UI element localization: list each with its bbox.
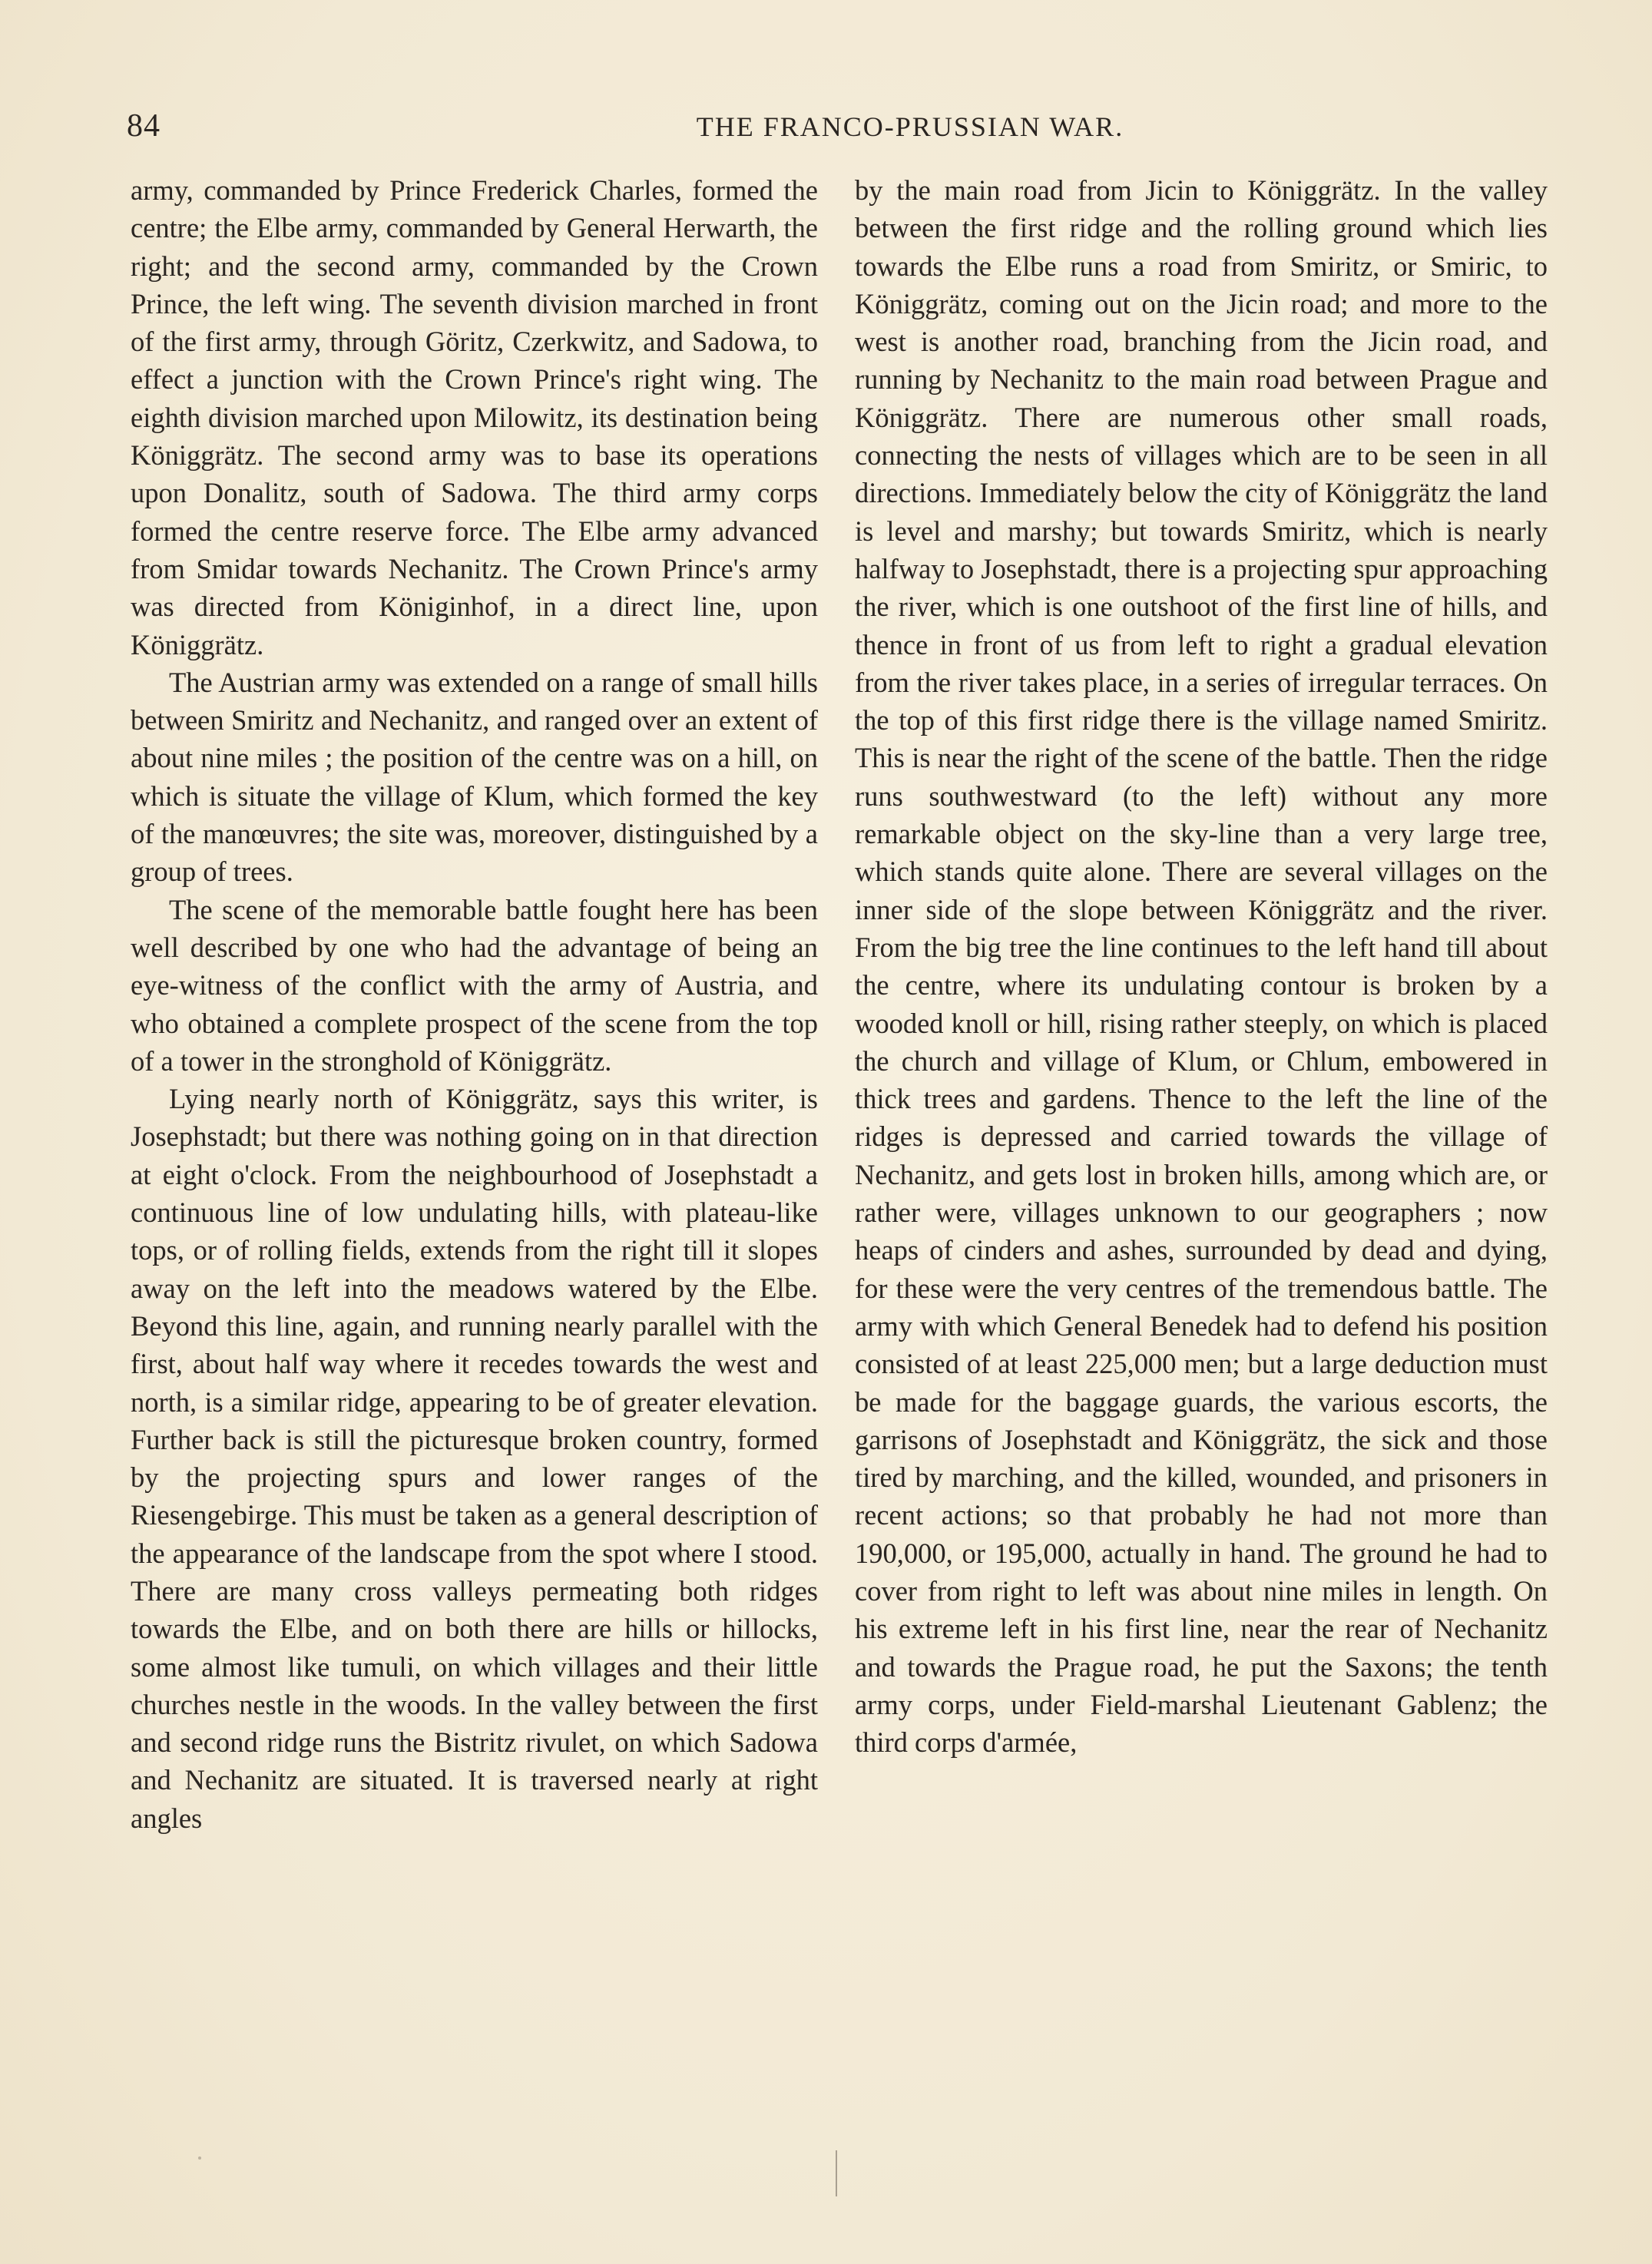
paragraph: The Austrian army was extended on a range of small hills between Smiritz and Nechanitz, and ranged over an extent of about nine miles ; the position of the centre was on a hill, on which is situate the village of Klum, which formed the key of the manœuvres; the site was, moreover, distinguished by a group of trees. [131, 666, 818, 888]
paper-speck [198, 2156, 201, 2160]
paragraph: Lying nearly north of Königgrätz, says this writer, is Josephstadt; but there was nothing going on in that direction at eight o'clock. From the neighbourhood of Josephstadt a continuous line of low undulating hills, with plateau-like tops, or of rolling fields, extends from the right till it slopes away on the left into the meadows watered by the Elbe. Beyond this line, again, and running nearly parallel with the first, about half way where it recedes towards the west and north, is a similar ridge, appearing to be of greater elevation. Further back is still the picturesque broken country, formed by the projecting spurs and lower ranges of the Riesengebirge. This must be taken as a general description of the appearance of the landscape from the spot where I stood. There are many cross valleys permeating both ridges towards the Elbe, and on both there are hills or hillocks, some almost like tumuli, on which villages and their little churches nestle in the woods. In the valley between the first and second ridge runs the Bistritz rivulet, on which Sadowa and Nechanitz are situated. It is traversed nearly at right angles [131, 1083, 818, 1834]
left-column [131, 171, 818, 2137]
right-column [855, 171, 1548, 2137]
page-header [123, 108, 1544, 154]
column-divider-mark [836, 2150, 837, 2196]
page-number: 84 [127, 108, 161, 144]
paragraph: army, commanded by Prince Frederick Charles, formed the centre; the Elbe army, commanded by General Herwarth, the right; and the second army, commanded by the Crown Prince, the left wing. The seventh division marched in front of the first army, through Göritz, Czerkwitz, and Sadowa, to effect a junction with the Crown Prince's right wing. The eighth division marched upon Milowitz, its destination being Königgrätz. The second army was to base its operations upon Donalitz, south of Sadowa. The third army corps formed the centre reserve force. The Elbe army advanced from Smidar towards Nechanitz. The Crown Prince's army was directed from Königinhof, in a direct line, upon Königgrätz. [131, 174, 818, 660]
paragraph: The scene of the memorable battle fought here has been well described by one who had the advantage of being an eye-witness of the conflict with the army of Austria, and who obtained a complete prospect of the scene from the top of a tower in the stronghold of Königgrätz. [131, 893, 818, 1077]
paragraph: by the main road from Jicin to Königgrätz. In the valley between the first ridge and the rolling ground which lies towards the Elbe runs a road from Smiritz, or Smiric, to Königgrätz, coming out on the Jicin road; and more to the west is another road, branching from the Jicin road, and running by Nechanitz to the main road between Prague and Königgrätz. There are numerous other small roads, connecting the nests of villages which are to be seen in all directions. Immediately below the city of Königgrätz the land is level and marshy; but towards Smiritz, which is nearly halfway to Josephstadt, there is a projecting spur approaching the river, which is one outshoot of the first line of hills, and thence in front of us from left to right a gradual elevation from the river takes place, in a series of irregular terraces. On the top of this first ridge there is the village named Smiritz. This is near the right of the scene of the battle. Then the ridge runs southwestward (to the left) without any more remarkable object on the sky-line than a very large tree, which stands quite alone. There are several villages on the inner side of the slope between Königgrätz and the river. From the big tree the line continues to the left hand till about the centre, where its undulating contour is broken by a wooded knoll or hill, rising rather steeply, on which is placed the church and village of Klum, or Chlum, embowered in thick trees and gardens. Thence to the left the line of the ridges is depressed and carried towards the village of Nechanitz, and gets lost in broken hills, among which are, or rather were, villages unknown to our geographers ; now heaps of cinders and ashes, surrounded by dead and dying, for these were the very centres of the tremendous battle. The army with which General Benedek had to defend his position consisted of at least 225,000 men; but a large deduction must be made for the baggage guards, the various escorts, the garrisons of Josephstadt and Königgrätz, the sick and those tired by marching, and the killed, wounded, and prisoners in recent actions; so that probably he had not more than 190,000, or 195,000, actually in hand. The ground he had to cover from right to left was about nine miles in length. On his extreme left in his first line, near the rear of Nechanitz and towards the Prague road, he put the Saxons; the tenth army corps, under Field-marshal Lieutenant Gablenz; the third corps d'armée, [855, 174, 1548, 1759]
running-title: THE FRANCO-PRUSSIAN WAR. [696, 111, 1124, 142]
